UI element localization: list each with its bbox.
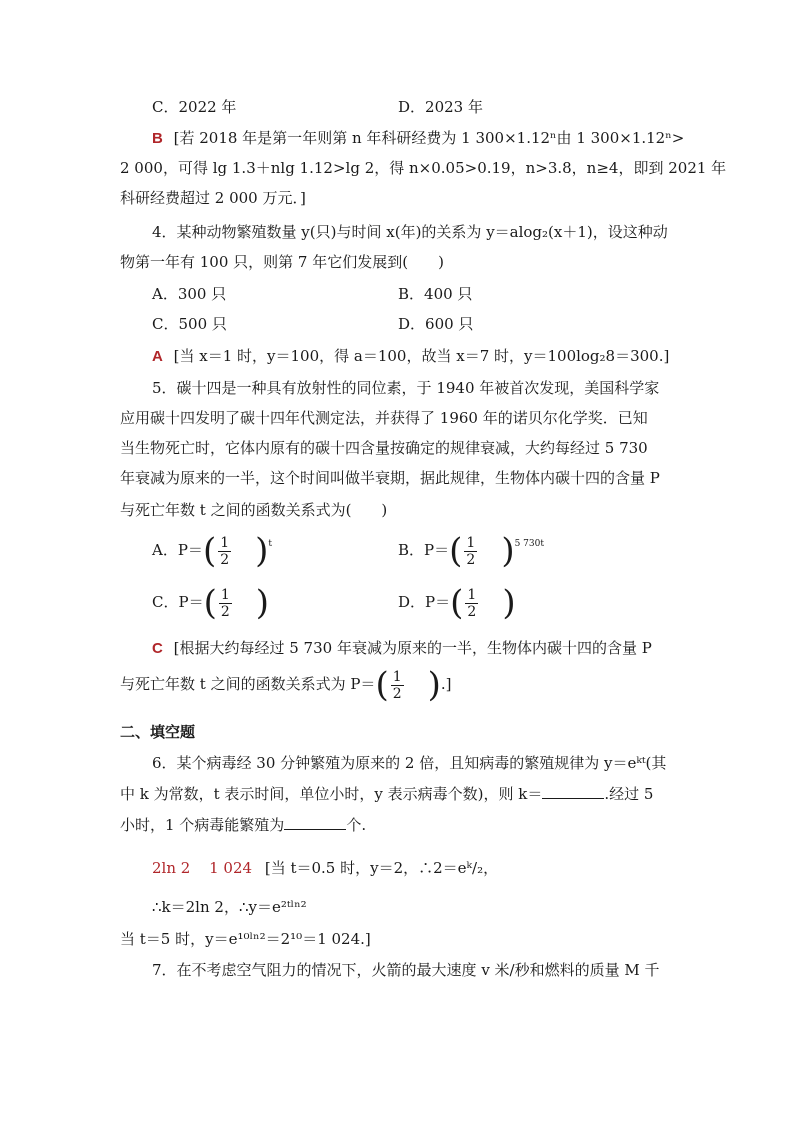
q4-option-b: B．400 只 [398, 285, 473, 303]
q3-exp1: [若 2018 年是第一年则第 n 年科研经费为 1 300×1.12ⁿ由 1 300×1.12ⁿ> [173, 129, 685, 147]
q5-explanation-fraction: $\frac{1}{2}$ [392, 668, 402, 702]
q4-stem-line2: 物第一年有 100 只，则第 7 年它们发展到( ) [120, 253, 444, 271]
q5-exp2-pre: 与死亡年数 t 之间的函数关系式为 P＝ [120, 675, 376, 693]
q5-option-b-label: B． [398, 541, 425, 559]
q5-stem-line3: 当生物死亡时，它体内原有的碳十四含量按确定的规律衰减，大约每经过 5 730 [120, 439, 648, 457]
q4-stem-line1: 4．某种动物繁殖数量 y(只)与时间 x(年)的关系为 y＝alog₂(x＋1)，设这种动 [152, 223, 668, 241]
q6-stem-line3 [120, 815, 366, 835]
q5-explanation-line2: 与死亡年数 t 之间的函数关系式为 P＝( $\frac{1}{2}$ ).] [120, 665, 452, 705]
q5-exp1: [根据大约每经过 5 730 年衰减为原来的一半，生物体内碳十四的含量 P [173, 639, 652, 657]
q5-stem-line2: 应用碳十四发明了碳十四年代测定法，并获得了 1960 年的诺贝尔化学奖．已知 [120, 409, 648, 427]
q5-option-a-exponent: t [268, 539, 273, 549]
q5-option-c: C．P＝( $\frac{1}{2}$ ) [152, 583, 270, 623]
q6-blank-count[interactable] [284, 815, 346, 830]
section-title-fill-in: 二、填空题 [120, 724, 196, 741]
q6-stem3-a: 小时，1 个病毒能繁殖为 [120, 816, 285, 834]
q6-stem-line2 [120, 784, 653, 804]
q5-option-d-p: P＝ [425, 593, 451, 611]
q5-stem-line5: 与死亡年数 t 之间的函数关系式为( ) [120, 501, 388, 519]
q5-option-c-label: C． [152, 593, 179, 611]
q5-option-a-label: A． [152, 541, 178, 559]
q6-stem2-a: 中 k 为常数，t 表示时间，单位小时，y 表示病毒个数)，则 k＝ [120, 785, 543, 803]
q7-stem-line1: 7．在不考虑空气阻力的情况下，火箭的最大速度 v 米/秒和燃料的质量 M 千 [152, 961, 660, 979]
q6-explanation-line3: 当 t＝5 时，y＝e¹⁰ˡⁿ²＝2¹⁰＝1 024.] [120, 930, 371, 948]
q6-exp1: [当 t＝0.5 时，y＝2，∴2＝eᵏ/₂， [264, 859, 499, 877]
q3-explanation-line2: 2 000，可得 lg 1.3＋nlg 1.12>lg 2，得 n×0.05>0.19，n>3.8，n≥4，即到 2021 年 [120, 159, 727, 177]
q4-option-a: A．300 只 [152, 285, 227, 303]
q5-option-c-p: P＝ [178, 593, 204, 611]
q4-explanation [152, 346, 669, 367]
q6-stem3-b: 个. [346, 816, 367, 834]
q3-option-c: C．2022 年 [152, 98, 237, 116]
q6-explanation-line2: ∴k＝2ln 2，∴y＝e²ᵗˡⁿ² [152, 898, 307, 916]
q6-explanation-line1 [152, 858, 498, 878]
q5-answer-letter: C [152, 640, 163, 657]
q6-stem-line1: 6．某个病毒经 30 分钟繁殖为原来的 2 倍，且知病毒的繁殖规律为 y＝eᵏᵗ(其 [152, 754, 667, 772]
q5-explanation-line1 [152, 638, 652, 659]
q4-option-c: C．500 只 [152, 315, 227, 333]
q5-option-a: A．P＝( $\frac{1}{2}$ )$^t$ [152, 531, 273, 571]
q6-answer-2: 1 024 [209, 859, 253, 877]
q5-option-d-fraction: $\frac{1}{2}$ [467, 586, 477, 620]
q3-explanation-line3: 科研经费超过 2 000 万元．] [120, 189, 306, 207]
q6-answer-1: 2ln 2 [152, 859, 191, 877]
q5-stem-line4: 年衰减为原来的一半，这个时间叫做半衰期，据此规律，生物体内碳十四的含量 P [120, 469, 660, 487]
q5-option-d-label: D． [398, 593, 426, 611]
q5-option-a-fraction: $\frac{1}{2}$ [220, 534, 230, 568]
q5-option-b: B．P＝( $\frac{1}{2}$ )$^{5 730t}$ [398, 531, 544, 571]
q3-option-d: D．2023 年 [398, 98, 483, 116]
q5-option-b-fraction: $\frac{1}{2}$ [466, 534, 476, 568]
q6-stem2-b: .经过 5 [604, 785, 654, 803]
q3-explanation-line1 [152, 128, 684, 149]
q4-answer-letter: A [152, 348, 163, 365]
q5-option-c-fraction: $\frac{1}{2}$ [220, 586, 230, 620]
q5-exp2-post: .] [440, 675, 452, 693]
q5-option-b-exponent: 5 730t [514, 539, 544, 549]
q5-option-d: D．P＝( $\frac{1}{2}$ ) [398, 583, 516, 623]
q5-option-a-p: P＝ [177, 541, 203, 559]
q5-option-b-p: P＝ [424, 541, 450, 559]
q4-exp: [当 x＝1 时，y＝100，得 a＝100，故当 x＝7 时，y＝100log₂8＝300.] [173, 347, 670, 365]
q4-option-d: D．600 只 [398, 315, 474, 333]
q3-answer-letter: B [152, 130, 163, 147]
q6-blank-k[interactable] [542, 784, 604, 799]
q5-stem-line1: 5．碳十四是一种具有放射性的同位素，于 1940 年被首次发现，美国科学家 [152, 379, 660, 397]
